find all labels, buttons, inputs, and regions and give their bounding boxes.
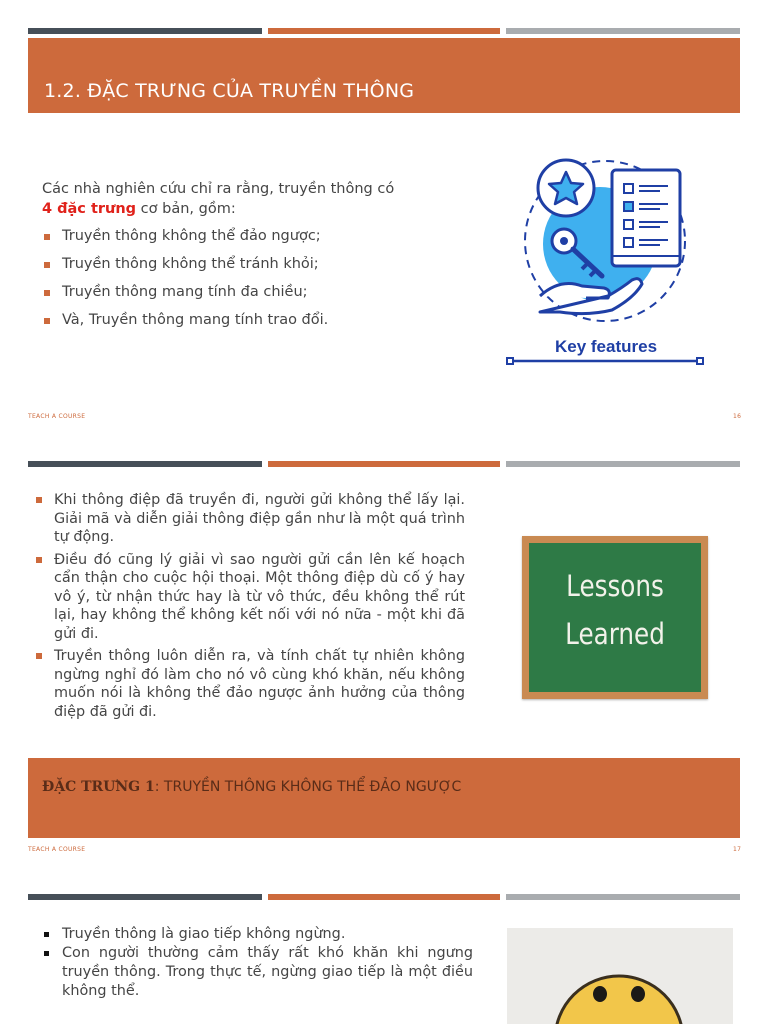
list-item: Con người thường cảm thấy rất khó khăn khi ngưng truyền thông. Trong thực tế, ngừng giao tiếp là một điều không thể. xyxy=(42,944,473,1001)
list-item: Truyền thông mang tính đa chiều; xyxy=(42,282,442,310)
list-item: Khi thông điệp đã truyền đi, người gửi không thể lấy lại. Giải mã và diễn giải thông điệp gần như là một quá trình tự động. xyxy=(34,491,465,547)
title-band xyxy=(28,38,740,113)
top-bar-gray xyxy=(506,461,740,467)
star-icon xyxy=(538,160,594,216)
checklist-icon xyxy=(612,170,680,266)
lessons-learned-board xyxy=(522,536,708,699)
intro-prefix: Các nhà nghiên cứu chỉ ra rằng, truyền thông có xyxy=(42,181,395,197)
top-bar-orange xyxy=(268,28,500,34)
smiley-image xyxy=(507,928,733,1024)
list-item: Điều đó cũng lý giải vì sao người gửi cần lên kế hoạch cẩn thận cho cuộc hội thoại. Một thông điệp dù cố ý hay vô ý, từ nhận thức hay là từ vô thức, đều không thể rút lại, hay không thể không kết nối với nó nữa - một khi đã gửi đi. xyxy=(34,551,465,644)
top-bar-orange xyxy=(268,894,500,900)
page-number: 16 xyxy=(733,413,742,420)
list-item: Truyền thông là giao tiếp không ngừng. xyxy=(42,925,473,944)
top-bar-dark xyxy=(28,894,262,900)
page-number: 17 xyxy=(733,846,742,853)
footer-course: TEACH A COURSE xyxy=(28,846,86,853)
top-bar-gray xyxy=(506,894,740,900)
top-bar-gray xyxy=(506,28,740,34)
list-item: Truyền thông không thể đảo ngược; xyxy=(42,226,442,254)
smiley-icon xyxy=(507,928,733,1024)
key-features-illustration xyxy=(500,146,720,371)
intro-text xyxy=(42,179,442,219)
list-item: Và, Truyền thông mang tính trao đổi. xyxy=(42,310,442,338)
footer-course: TEACH A COURSE xyxy=(28,413,86,420)
top-bar-dark xyxy=(28,461,262,467)
board-line-2: Learned xyxy=(565,617,665,651)
illustration-caption: Key features xyxy=(554,337,658,356)
features-list xyxy=(42,226,442,338)
section-band xyxy=(28,758,740,838)
list-item: Truyền thông luôn diễn ra, và tính chất tự nhiên không ngừng nghỉ đó làm cho nó vô cùng khó khăn, nếu không muốn nói là không thể đảo ngược ảnh hưởng của thông điệp đã gửi đi. xyxy=(34,647,465,721)
top-bar-orange xyxy=(268,461,500,467)
top-bar-dark xyxy=(28,28,262,34)
list-item: Truyền thông không thể tránh khỏi; xyxy=(42,254,442,282)
intro-suffix: cơ bản, gồm: xyxy=(140,201,236,217)
intro-highlight: 4 đặc trưng xyxy=(42,201,137,217)
section-title: ĐẶC TRƯNG 1: TRUYỀN THÔNG KHÔNG THỂ ĐẢO NGƯỢC xyxy=(42,779,462,795)
explanation-list xyxy=(34,491,465,721)
slide-title: 1.2. ĐẶC TRƯNG CỦA TRUYỀN THÔNG xyxy=(44,80,415,102)
continuity-list xyxy=(42,925,473,1001)
board-line-1: Lessons xyxy=(566,569,664,603)
